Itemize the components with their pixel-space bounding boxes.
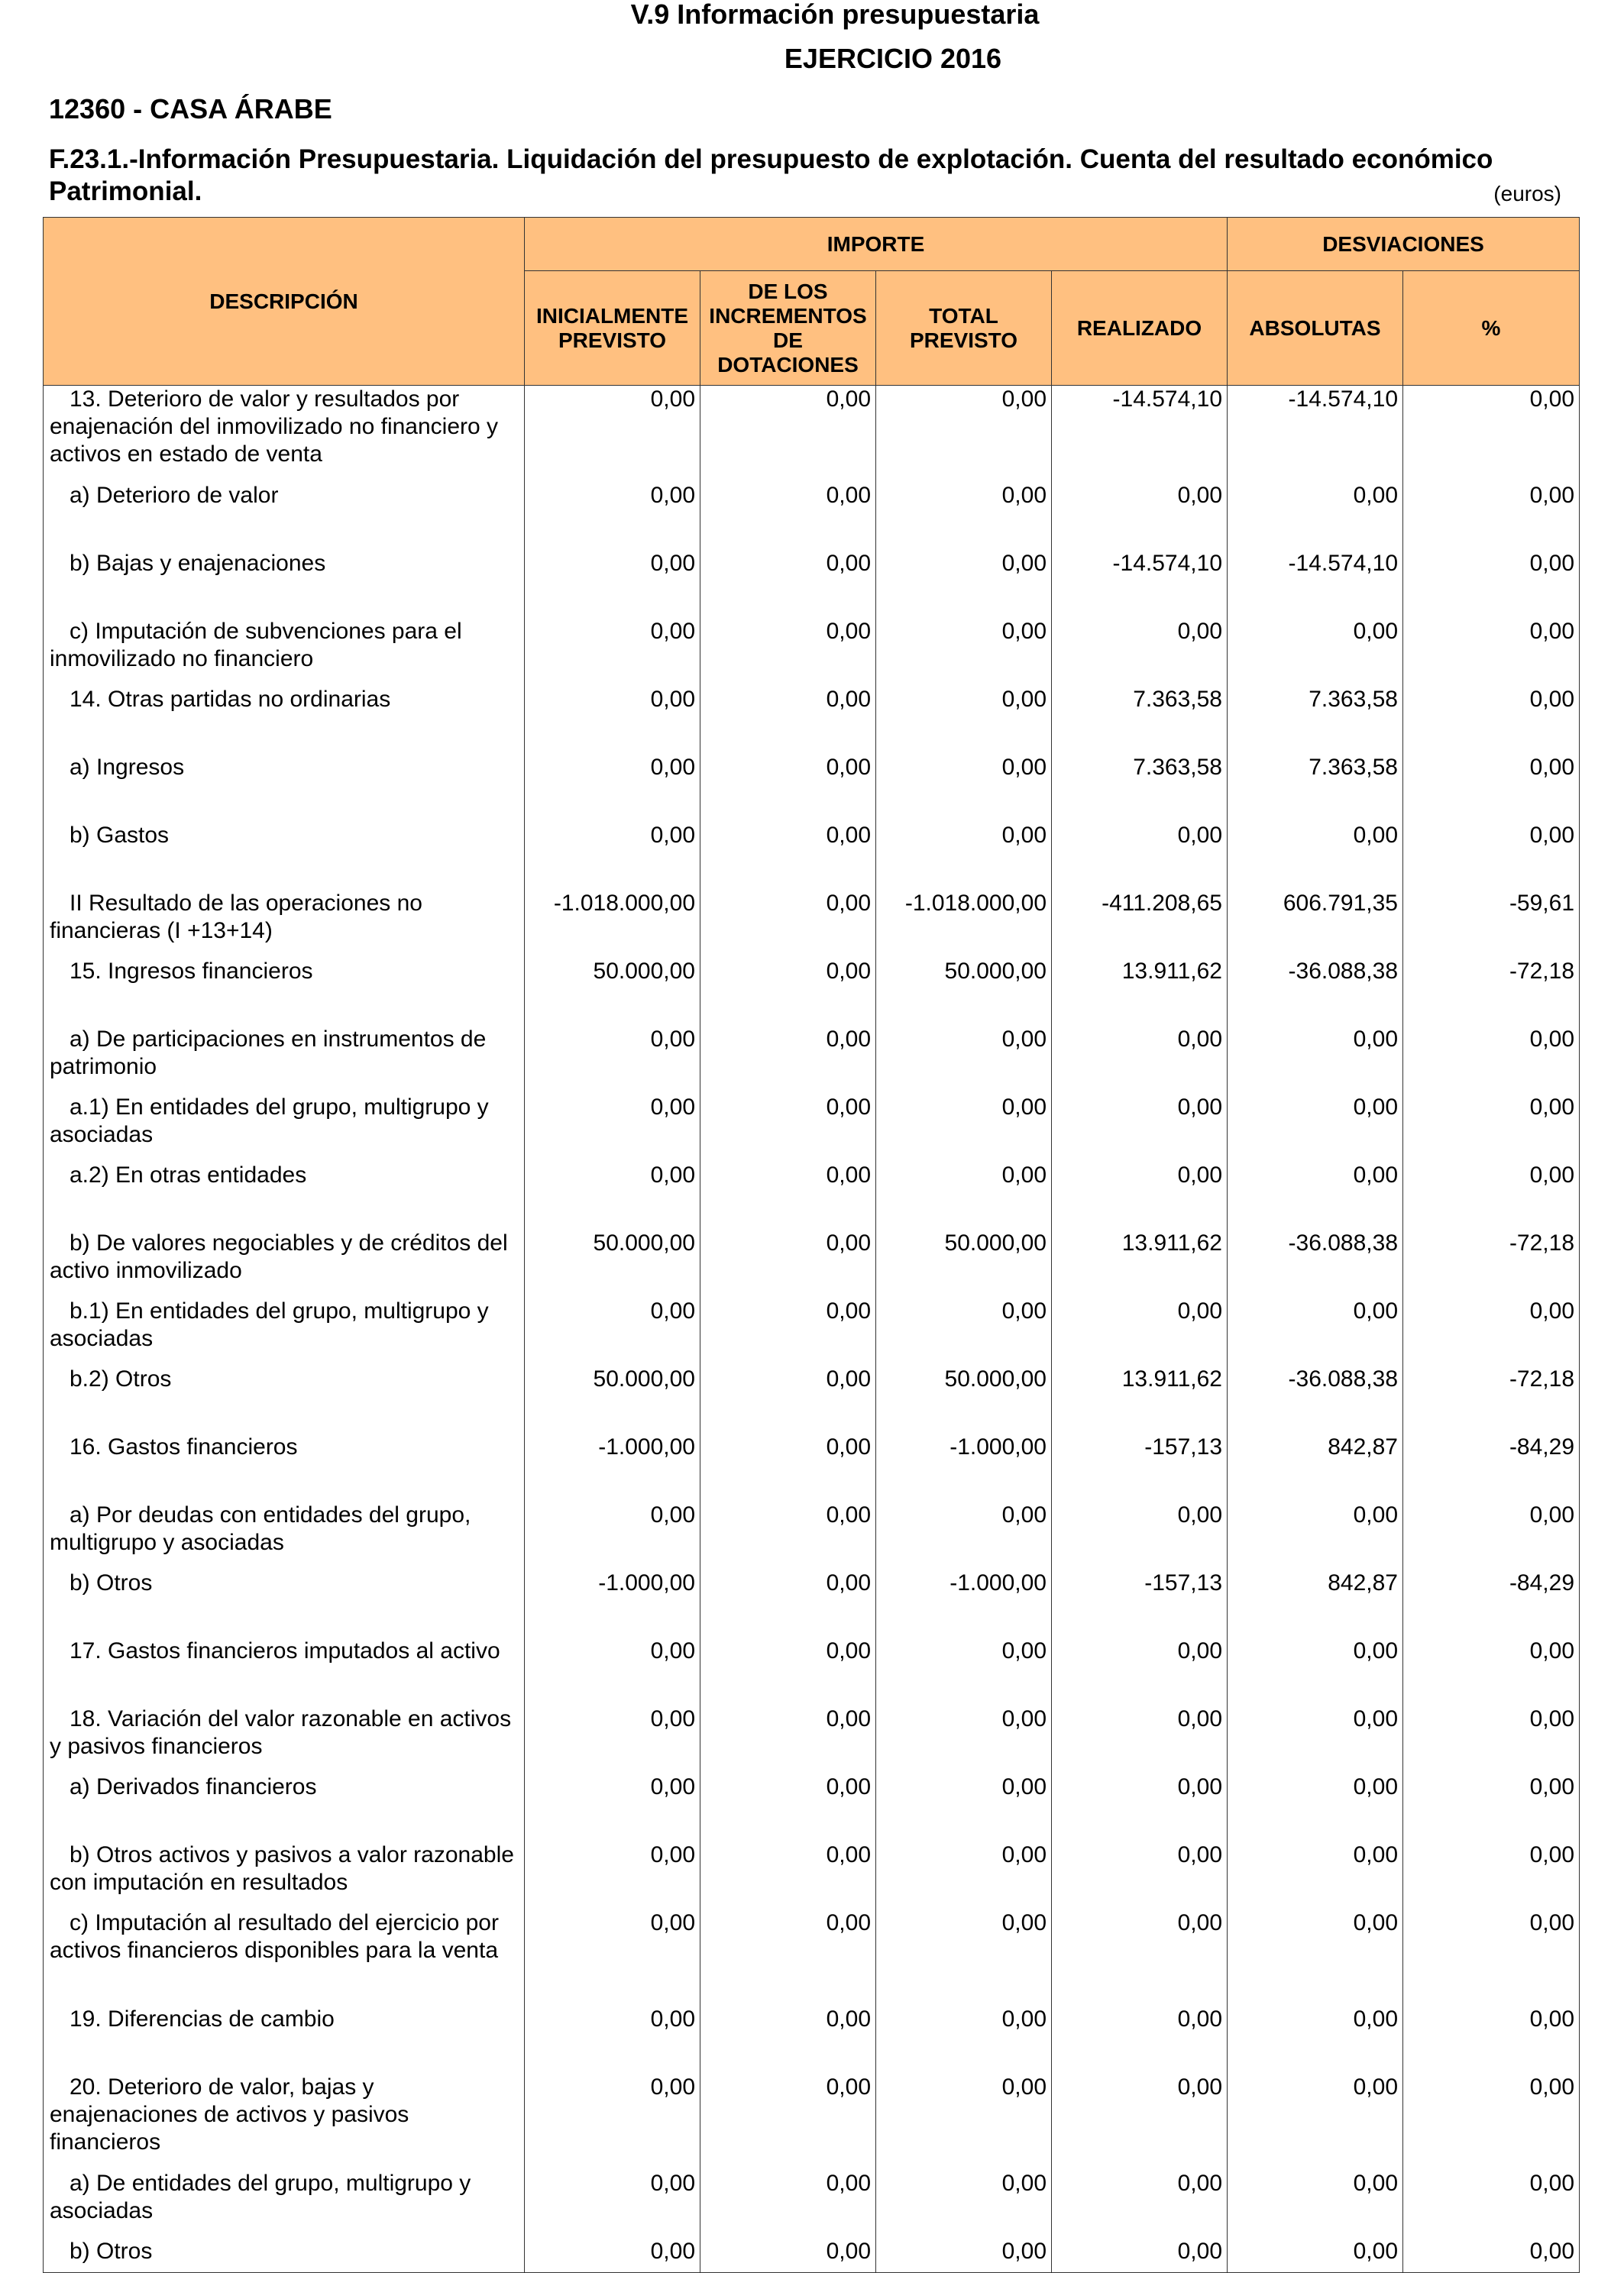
table-row: [44, 1094, 1580, 1162]
section-title: V.9 Información presupuestaria: [630, 0, 1040, 30]
cell-total: 0,00: [876, 2074, 1052, 2170]
cell-pct: 0,00: [1403, 2170, 1580, 2238]
cell-pct: 0,00: [1403, 1773, 1580, 1841]
header-absolutas: ABSOLUTAS: [1228, 271, 1403, 386]
cell-pct: -84,29: [1403, 1434, 1580, 1502]
row-description: [44, 1773, 525, 1841]
row-description-text: a.2) En otras entidades: [70, 1162, 307, 1188]
cell-realizado: 0,00: [1052, 1773, 1228, 1841]
header-total-previsto: TOTAL PREVISTO: [876, 271, 1052, 386]
cell-total: 0,00: [876, 686, 1052, 754]
row-description-text: 16. Gastos financieros: [70, 1434, 298, 1460]
cell-absolutas: 0,00: [1228, 2238, 1403, 2273]
cell-inicial: -1.000,00: [525, 1570, 700, 1638]
row-description-text: II Resultado de las operaciones no financieras (I +13+14): [50, 890, 422, 943]
cell-total: 0,00: [876, 2238, 1052, 2273]
units-label: (euros): [1493, 182, 1561, 205]
table-row: [44, 2074, 1580, 2170]
table-row: [44, 1366, 1580, 1434]
row-description: [44, 386, 525, 482]
row-description-text: a) Por deudas con entidades del grupo, multigrupo y asociadas: [50, 1502, 471, 1555]
row-description: [44, 2170, 525, 2238]
cell-pct: -84,29: [1403, 1570, 1580, 1638]
form-title: F.23.1.-Información Presupuestaria. Liquidación del presupuesto de explotación. Cuenta del resultado económico Patrimonial.: [49, 144, 1493, 206]
cell-absolutas: 0,00: [1228, 822, 1403, 890]
cell-inicial: 0,00: [525, 1638, 700, 1706]
cell-incrementos: 0,00: [700, 1841, 876, 1909]
cell-absolutas: 7.363,58: [1228, 686, 1403, 754]
cell-absolutas: 0,00: [1228, 1773, 1403, 1841]
cell-total: 0,00: [876, 1706, 1052, 1773]
cell-pct: 0,00: [1403, 1841, 1580, 1909]
cell-incrementos: 0,00: [700, 1434, 876, 1502]
cell-incrementos: 0,00: [700, 754, 876, 822]
cell-total: 0,00: [876, 1094, 1052, 1162]
cell-incrementos: 0,00: [700, 958, 876, 1026]
cell-absolutas: 842,87: [1228, 1570, 1403, 1638]
cell-realizado: 0,00: [1052, 1162, 1228, 1230]
cell-inicial: 0,00: [525, 822, 700, 890]
row-description: [44, 2006, 525, 2074]
cell-total: 0,00: [876, 1502, 1052, 1570]
table-row: [44, 1026, 1580, 1094]
row-description: [44, 2238, 525, 2273]
cell-absolutas: 0,00: [1228, 1706, 1403, 1773]
cell-total: 0,00: [876, 2170, 1052, 2238]
cell-pct: -72,18: [1403, 958, 1580, 1026]
cell-total: 0,00: [876, 1026, 1052, 1094]
row-description-text: b) Bajas y enajenaciones: [70, 550, 326, 576]
cell-inicial: 0,00: [525, 1026, 700, 1094]
row-description: [44, 754, 525, 822]
cell-incrementos: 0,00: [700, 1570, 876, 1638]
row-description-text: c) Imputación de subvenciones para el inmovilizado no financiero: [50, 618, 462, 671]
cell-realizado: 0,00: [1052, 822, 1228, 890]
table-row: [44, 618, 1580, 686]
row-description-text: b.1) En entidades del grupo, multigrupo y asociadas: [50, 1298, 489, 1351]
table-row: [44, 1706, 1580, 1773]
header-inicialmente-previsto: INICIALMENTE PREVISTO: [525, 271, 700, 386]
row-description: [44, 1026, 525, 1094]
cell-pct: 0,00: [1403, 1026, 1580, 1094]
cell-total: 50.000,00: [876, 1366, 1052, 1434]
row-description-text: a) Deterioro de valor: [70, 482, 279, 508]
row-description-text: 13. Deterioro de valor y resultados por enajenación del inmovilizado no financiero y activos en estado de venta: [50, 386, 499, 467]
cell-incrementos: 0,00: [700, 686, 876, 754]
cell-total: 0,00: [876, 1773, 1052, 1841]
cell-realizado: 0,00: [1052, 618, 1228, 686]
cell-pct: 0,00: [1403, 2074, 1580, 2170]
cell-total: 50.000,00: [876, 958, 1052, 1026]
row-description-text: a) Ingresos: [70, 754, 185, 780]
cell-inicial: 0,00: [525, 2170, 700, 2238]
row-description: [44, 2074, 525, 2170]
cell-total: 0,00: [876, 1162, 1052, 1230]
row-description: [44, 1434, 525, 1502]
cell-incrementos: 0,00: [700, 1773, 876, 1841]
cell-incrementos: 0,00: [700, 618, 876, 686]
table-row: [44, 1841, 1580, 1909]
cell-inicial: 0,00: [525, 1773, 700, 1841]
entity-name: 12360 - CASA ÁRABE: [49, 93, 332, 124]
cell-total: 0,00: [876, 1841, 1052, 1909]
cell-realizado: 0,00: [1052, 1638, 1228, 1706]
cell-pct: 0,00: [1403, 2238, 1580, 2273]
cell-incrementos: 0,00: [700, 2074, 876, 2170]
cell-inicial: 0,00: [525, 550, 700, 618]
cell-incrementos: 0,00: [700, 550, 876, 618]
cell-realizado: 0,00: [1052, 2238, 1228, 2273]
cell-incrementos: 0,00: [700, 2238, 876, 2273]
cell-absolutas: 0,00: [1228, 2006, 1403, 2074]
cell-incrementos: 0,00: [700, 1638, 876, 1706]
row-description-text: 17. Gastos financieros imputados al activo: [70, 1638, 500, 1664]
row-description: [44, 1570, 525, 1638]
exercise-year: EJERCICIO 2016: [784, 43, 1002, 74]
cell-pct: -59,61: [1403, 890, 1580, 958]
cell-realizado: 13.911,62: [1052, 1230, 1228, 1298]
cell-absolutas: 0,00: [1228, 2074, 1403, 2170]
table-row: [44, 1638, 1580, 1706]
row-description: [44, 686, 525, 754]
header-pct: %: [1403, 271, 1580, 386]
row-description-text: 18. Variación del valor razonable en activos y pasivos financieros: [50, 1706, 512, 1759]
cell-inicial: 0,00: [525, 1909, 700, 2006]
cell-total: 0,00: [876, 1638, 1052, 1706]
cell-absolutas: -36.088,38: [1228, 958, 1403, 1026]
cell-pct: 0,00: [1403, 550, 1580, 618]
row-description-text: b.2) Otros: [70, 1366, 172, 1392]
cell-realizado: -157,13: [1052, 1570, 1228, 1638]
cell-realizado: 13.911,62: [1052, 1366, 1228, 1434]
cell-inicial: 0,00: [525, 1298, 700, 1366]
row-description: [44, 1298, 525, 1366]
cell-incrementos: 0,00: [700, 386, 876, 482]
cell-absolutas: 0,00: [1228, 2170, 1403, 2238]
cell-absolutas: 0,00: [1228, 1026, 1403, 1094]
cell-incrementos: 0,00: [700, 2006, 876, 2074]
cell-absolutas: -36.088,38: [1228, 1230, 1403, 1298]
header-descripcion: DESCRIPCIÓN: [44, 218, 525, 386]
table-row: [44, 1298, 1580, 1366]
cell-pct: -72,18: [1403, 1366, 1580, 1434]
row-description: [44, 1162, 525, 1230]
row-description: [44, 890, 525, 958]
cell-realizado: 0,00: [1052, 1094, 1228, 1162]
table-row: [44, 822, 1580, 890]
cell-absolutas: 0,00: [1228, 1162, 1403, 1230]
cell-pct: 0,00: [1403, 386, 1580, 482]
row-description: [44, 1502, 525, 1570]
header-incrementos: DE LOS INCREMENTOS DE DOTACIONES: [700, 271, 876, 386]
cell-pct: 0,00: [1403, 754, 1580, 822]
cell-absolutas: 606.791,35: [1228, 890, 1403, 958]
table-row: [44, 1570, 1580, 1638]
cell-absolutas: 842,87: [1228, 1434, 1403, 1502]
cell-absolutas: 0,00: [1228, 618, 1403, 686]
cell-total: -1.000,00: [876, 1570, 1052, 1638]
cell-total: 0,00: [876, 2006, 1052, 2074]
cell-incrementos: 0,00: [700, 1909, 876, 2006]
row-description-text: a.1) En entidades del grupo, multigrupo y asociadas: [50, 1094, 489, 1147]
row-description: [44, 482, 525, 550]
table-row: [44, 1773, 1580, 1841]
cell-pct: 0,00: [1403, 2006, 1580, 2074]
cell-inicial: 0,00: [525, 1162, 700, 1230]
cell-realizado: 7.363,58: [1052, 754, 1228, 822]
cell-inicial: 0,00: [525, 2006, 700, 2074]
row-description: [44, 1230, 525, 1298]
budget-table: [43, 217, 1580, 2273]
table-row: [44, 2006, 1580, 2074]
row-description-text: a) Derivados financieros: [70, 1773, 317, 1799]
cell-total: 0,00: [876, 550, 1052, 618]
table-row: [44, 2170, 1580, 2238]
cell-incrementos: 0,00: [700, 482, 876, 550]
cell-pct: 0,00: [1403, 1706, 1580, 1773]
table-row: [44, 958, 1580, 1026]
cell-total: 0,00: [876, 754, 1052, 822]
cell-realizado: 13.911,62: [1052, 958, 1228, 1026]
row-description: [44, 1638, 525, 1706]
cell-absolutas: 0,00: [1228, 1298, 1403, 1366]
row-description: [44, 1366, 525, 1434]
cell-realizado: 0,00: [1052, 1706, 1228, 1773]
cell-incrementos: 0,00: [700, 1230, 876, 1298]
row-description-text: a) De participaciones en instrumentos de patrimonio: [50, 1026, 487, 1079]
cell-inicial: 0,00: [525, 1502, 700, 1570]
cell-incrementos: 0,00: [700, 890, 876, 958]
cell-realizado: 7.363,58: [1052, 686, 1228, 754]
cell-realizado: -157,13: [1052, 1434, 1228, 1502]
cell-total: -1.000,00: [876, 1434, 1052, 1502]
row-description-text: a) De entidades del grupo, multigrupo y asociadas: [50, 2170, 471, 2223]
cell-inicial: 0,00: [525, 754, 700, 822]
row-description-text: b) Otros: [70, 2238, 153, 2264]
cell-incrementos: 0,00: [700, 1094, 876, 1162]
table-row: [44, 482, 1580, 550]
table-row: [44, 1909, 1580, 2006]
cell-absolutas: 0,00: [1228, 482, 1403, 550]
cell-absolutas: 7.363,58: [1228, 754, 1403, 822]
cell-realizado: 0,00: [1052, 2006, 1228, 2074]
row-description-text: c) Imputación al resultado del ejercicio por activos financieros disponibles para la venta: [50, 1909, 499, 1963]
table-row: [44, 754, 1580, 822]
row-description-text: b) Otros: [70, 1570, 153, 1596]
cell-realizado: -14.574,10: [1052, 386, 1228, 482]
cell-pct: 0,00: [1403, 618, 1580, 686]
table-row: [44, 386, 1580, 482]
cell-total: -1.018.000,00: [876, 890, 1052, 958]
row-description: [44, 958, 525, 1026]
table-body: [44, 386, 1580, 2273]
cell-incrementos: 0,00: [700, 1162, 876, 1230]
table-row: [44, 686, 1580, 754]
cell-total: 0,00: [876, 1909, 1052, 2006]
row-description: [44, 1706, 525, 1773]
cell-realizado: 0,00: [1052, 1502, 1228, 1570]
table-row: [44, 1502, 1580, 1570]
table-row: [44, 890, 1580, 958]
table-row: [44, 2238, 1580, 2273]
cell-inicial: 50.000,00: [525, 1366, 700, 1434]
row-description-text: 15. Ingresos financieros: [70, 958, 313, 984]
cell-pct: 0,00: [1403, 1298, 1580, 1366]
cell-pct: 0,00: [1403, 686, 1580, 754]
table-row: [44, 1434, 1580, 1502]
cell-absolutas: 0,00: [1228, 1841, 1403, 1909]
cell-pct: 0,00: [1403, 822, 1580, 890]
cell-pct: 0,00: [1403, 1162, 1580, 1230]
cell-inicial: 0,00: [525, 482, 700, 550]
header-group-desviaciones: DESVIACIONES: [1228, 218, 1580, 271]
cell-realizado: 0,00: [1052, 2074, 1228, 2170]
row-description-text: b) Gastos: [70, 822, 170, 848]
header-group-importe: IMPORTE: [525, 218, 1228, 271]
cell-absolutas: -14.574,10: [1228, 386, 1403, 482]
cell-total: 0,00: [876, 822, 1052, 890]
cell-incrementos: 0,00: [700, 1706, 876, 1773]
row-description-text: b) Otros activos y pasivos a valor razonable con imputación en resultados: [50, 1841, 514, 1895]
row-description-text: 19. Diferencias de cambio: [70, 2006, 335, 2032]
cell-realizado: -14.574,10: [1052, 550, 1228, 618]
cell-total: 0,00: [876, 482, 1052, 550]
cell-inicial: 50.000,00: [525, 1230, 700, 1298]
cell-absolutas: 0,00: [1228, 1502, 1403, 1570]
cell-realizado: 0,00: [1052, 1298, 1228, 1366]
cell-realizado: 0,00: [1052, 1909, 1228, 2006]
cell-absolutas: -36.088,38: [1228, 1366, 1403, 1434]
cell-realizado: -411.208,65: [1052, 890, 1228, 958]
cell-inicial: 0,00: [525, 1841, 700, 1909]
cell-realizado: 0,00: [1052, 482, 1228, 550]
cell-inicial: 0,00: [525, 2238, 700, 2273]
cell-incrementos: 0,00: [700, 1366, 876, 1434]
cell-pct: 0,00: [1403, 1909, 1580, 2006]
cell-total: 0,00: [876, 618, 1052, 686]
cell-total: 50.000,00: [876, 1230, 1052, 1298]
cell-incrementos: 0,00: [700, 1298, 876, 1366]
cell-inicial: -1.000,00: [525, 1434, 700, 1502]
cell-pct: 0,00: [1403, 1638, 1580, 1706]
cell-pct: -72,18: [1403, 1230, 1580, 1298]
row-description: [44, 1841, 525, 1909]
cell-realizado: 0,00: [1052, 1026, 1228, 1094]
row-description: [44, 1094, 525, 1162]
cell-inicial: 0,00: [525, 2074, 700, 2170]
cell-total: 0,00: [876, 386, 1052, 482]
cell-absolutas: 0,00: [1228, 1909, 1403, 2006]
cell-total: 0,00: [876, 1298, 1052, 1366]
cell-pct: 0,00: [1403, 482, 1580, 550]
cell-inicial: 0,00: [525, 686, 700, 754]
cell-absolutas: 0,00: [1228, 1094, 1403, 1162]
cell-pct: 0,00: [1403, 1094, 1580, 1162]
table-row: [44, 1162, 1580, 1230]
cell-inicial: 0,00: [525, 1706, 700, 1773]
table-row: [44, 1230, 1580, 1298]
row-description: [44, 550, 525, 618]
cell-incrementos: 0,00: [700, 1026, 876, 1094]
cell-inicial: 0,00: [525, 386, 700, 482]
row-description-text: 20. Deterioro de valor, bajas y enajenaciones de activos y pasivos financieros: [50, 2074, 409, 2155]
table-row: [44, 550, 1580, 618]
cell-incrementos: 0,00: [700, 1502, 876, 1570]
cell-realizado: 0,00: [1052, 1841, 1228, 1909]
cell-pct: 0,00: [1403, 1502, 1580, 1570]
header-realizado: REALIZADO: [1052, 271, 1228, 386]
cell-realizado: 0,00: [1052, 2170, 1228, 2238]
row-description: [44, 1909, 525, 2006]
cell-inicial: 0,00: [525, 618, 700, 686]
cell-incrementos: 0,00: [700, 822, 876, 890]
cell-inicial: -1.018.000,00: [525, 890, 700, 958]
row-description-text: b) De valores negociables y de créditos del activo inmovilizado: [50, 1230, 508, 1283]
cell-inicial: 0,00: [525, 1094, 700, 1162]
cell-absolutas: 0,00: [1228, 1638, 1403, 1706]
cell-absolutas: -14.574,10: [1228, 550, 1403, 618]
row-description: [44, 822, 525, 890]
row-description: [44, 618, 525, 686]
row-description-text: 14. Otras partidas no ordinarias: [70, 686, 391, 712]
cell-incrementos: 0,00: [700, 2170, 876, 2238]
cell-inicial: 50.000,00: [525, 958, 700, 1026]
